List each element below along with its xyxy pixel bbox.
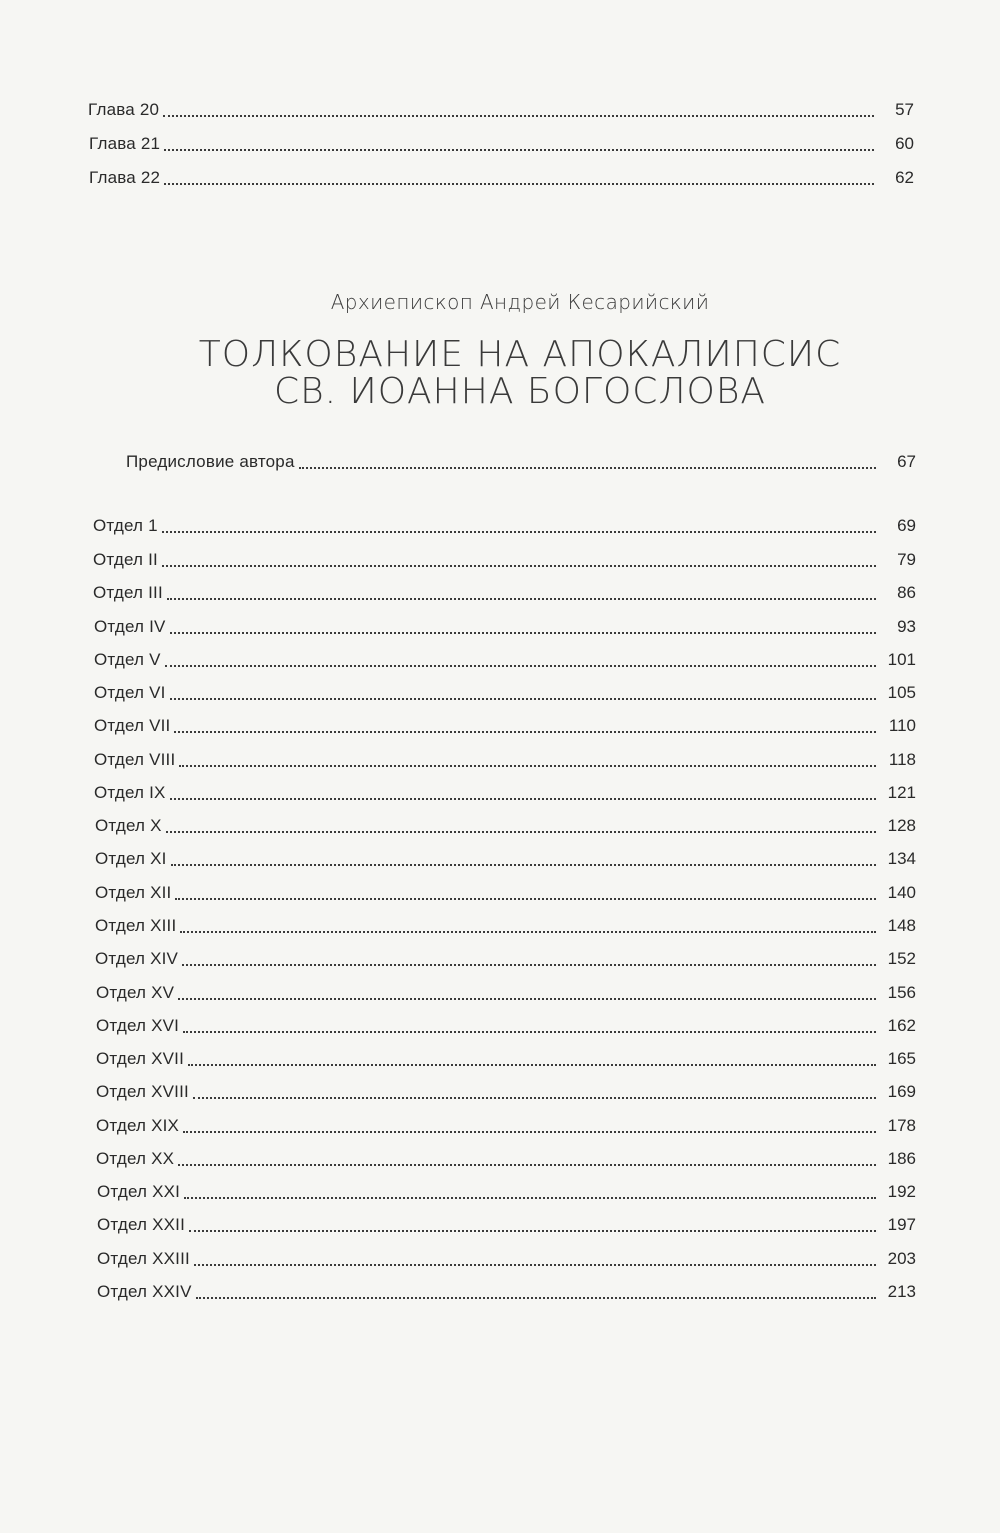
toc-entry-page: 152	[887, 949, 916, 968]
dot-leader	[164, 148, 874, 151]
toc-entry-section-16[interactable]	[96, 1016, 916, 1038]
toc-entry-section-4[interactable]	[94, 617, 916, 639]
dot-leader	[164, 182, 874, 185]
toc-entry-section-10[interactable]	[95, 816, 916, 838]
dot-leader	[163, 114, 874, 117]
toc-entry-section-2[interactable]	[93, 550, 916, 572]
toc-entry-section-3[interactable]	[93, 583, 916, 605]
toc-entry-page: 67	[897, 452, 916, 471]
toc-entry-label: Отдел 1	[93, 516, 158, 535]
toc-entry-page: 57	[895, 100, 914, 119]
dot-leader	[182, 963, 876, 966]
toc-entry-page: 79	[897, 550, 916, 569]
toc-entry-label: Отдел XVII	[96, 1049, 185, 1068]
toc-entry-page: 118	[888, 750, 916, 769]
toc-entry-page: 110	[888, 716, 916, 735]
dot-leader	[180, 930, 876, 933]
dot-leader	[299, 466, 876, 469]
toc-entry-label: Отдел XX	[96, 1149, 175, 1168]
toc-entry-chapter-20[interactable]	[88, 100, 914, 122]
dot-leader	[188, 1063, 876, 1066]
toc-entry-label: Глава 20	[88, 100, 160, 119]
toc-entry-section-23[interactable]	[97, 1249, 916, 1271]
toc-entry-label: Отдел XV	[96, 983, 175, 1002]
toc-entry-label: Отдел XIII	[95, 916, 177, 935]
toc-entry-label: Отдел XIV	[95, 949, 179, 968]
toc-entry-page: 178	[887, 1116, 916, 1135]
toc-entry-label: Отдел VI	[94, 683, 166, 702]
dot-leader	[178, 1163, 876, 1166]
book-title-line-1: ТОЛКОВАНИЕ НА АПОКАЛИПСИС	[198, 334, 842, 375]
toc-entry-page: 62	[895, 168, 914, 187]
toc-entry-page: 192	[887, 1182, 916, 1201]
toc-entry-label: Отдел X	[95, 816, 162, 835]
dot-leader	[166, 830, 876, 833]
toc-entry-section-17[interactable]	[96, 1049, 916, 1071]
book-title-line-2: СВ. ИОАННА БОГОСЛОВА	[273, 371, 767, 412]
toc-entry-page: 169	[887, 1082, 916, 1101]
toc-entry-page: 60	[895, 134, 914, 153]
toc-entry-label: Отдел XIX	[96, 1116, 180, 1135]
toc-entry-section-14[interactable]	[95, 949, 916, 971]
toc-entry-page: 162	[887, 1016, 916, 1035]
toc-entry-page: 93	[897, 617, 916, 636]
toc-entry-section-18[interactable]	[96, 1082, 916, 1104]
toc-entry-section-5[interactable]	[94, 650, 916, 672]
toc-entry-label: Отдел IX	[94, 783, 166, 802]
toc-entry-label: Глава 22	[89, 168, 161, 187]
toc-entry-section-6[interactable]	[94, 683, 916, 705]
dot-leader	[193, 1096, 876, 1099]
toc-entry-label: Отдел XVI	[96, 1016, 180, 1035]
toc-entry-section-8[interactable]	[94, 750, 916, 772]
dot-leader	[196, 1296, 876, 1299]
dot-leader	[189, 1229, 876, 1232]
toc-entry-page: 105	[887, 683, 916, 702]
toc-entry-chapter-22[interactable]	[89, 168, 914, 190]
dot-leader	[174, 730, 876, 733]
toc-entry-page: 128	[887, 816, 916, 835]
toc-entry-page: 86	[897, 583, 916, 602]
toc-entry-page: 101	[887, 650, 916, 669]
toc-entry-label: Отдел XXI	[97, 1182, 181, 1201]
dot-leader	[170, 697, 876, 700]
author-name: Архиепископ Андрей Кесарийский	[330, 290, 710, 314]
toc-entry-label: Отдел V	[94, 650, 161, 669]
dot-leader	[167, 597, 876, 600]
toc-entry-page: 186	[887, 1149, 916, 1168]
toc-entry-section-24[interactable]	[97, 1282, 916, 1304]
toc-entry-label: Отдел XI	[95, 849, 167, 868]
toc-entry-section-19[interactable]	[96, 1116, 916, 1138]
toc-entry-label: Отдел II	[93, 550, 158, 569]
toc-entry-page: 69	[897, 516, 916, 535]
dot-leader	[170, 797, 876, 800]
toc-entry-label: Отдел XXIV	[97, 1282, 192, 1301]
toc-entry-page: 203	[887, 1249, 916, 1268]
toc-entry-section-13[interactable]	[95, 916, 916, 938]
toc-entry-label: Отдел XVIII	[96, 1082, 189, 1101]
toc-entry-section-15[interactable]	[96, 983, 916, 1005]
dot-leader	[183, 1030, 876, 1033]
toc-entry-section-7[interactable]	[94, 716, 916, 738]
toc-entry-page: 156	[887, 983, 916, 1002]
dot-leader	[175, 897, 876, 900]
dot-leader	[184, 1196, 876, 1199]
toc-entry-section-21[interactable]	[97, 1182, 916, 1204]
toc-entry-preface[interactable]	[126, 452, 916, 474]
toc-entry-label: Отдел XXII	[97, 1215, 186, 1234]
toc-entry-label: Отдел VII	[94, 716, 171, 735]
dot-leader	[171, 863, 876, 866]
toc-entry-label: Глава 21	[89, 134, 161, 153]
toc-entry-page: 165	[887, 1049, 916, 1068]
toc-entry-page: 213	[887, 1282, 916, 1301]
toc-entry-page: 148	[887, 916, 916, 935]
toc-entry-chapter-21[interactable]	[89, 134, 914, 156]
toc-entry-label: Отдел XXIII	[97, 1249, 190, 1268]
toc-entry-label: Отдел XII	[95, 883, 172, 902]
dot-leader	[162, 530, 876, 533]
dot-leader	[178, 997, 876, 1000]
dot-leader	[183, 1130, 876, 1133]
toc-entry-section-22[interactable]	[97, 1215, 916, 1237]
toc-entry-section-20[interactable]	[96, 1149, 916, 1171]
toc-entry-section-11[interactable]	[95, 849, 916, 871]
toc-entry-page: 140	[887, 883, 916, 902]
dot-leader	[165, 664, 876, 667]
toc-entry-page: 197	[887, 1215, 916, 1234]
toc-entry-section-1[interactable]	[93, 516, 916, 538]
toc-entry-label: Отдел IV	[94, 617, 166, 636]
toc-entry-page: 134	[887, 849, 916, 868]
dot-leader	[179, 764, 876, 767]
dot-leader	[162, 564, 876, 567]
toc-entry-label: Предисловие автора	[126, 452, 295, 471]
toc-entry-section-9[interactable]	[94, 783, 916, 805]
dot-leader	[170, 631, 876, 634]
toc-entry-label: Отдел VIII	[94, 750, 176, 769]
toc-entry-label: Отдел III	[93, 583, 163, 602]
toc-entry-section-12[interactable]	[95, 883, 916, 905]
dot-leader	[194, 1263, 876, 1266]
toc-entry-page: 121	[887, 783, 916, 802]
